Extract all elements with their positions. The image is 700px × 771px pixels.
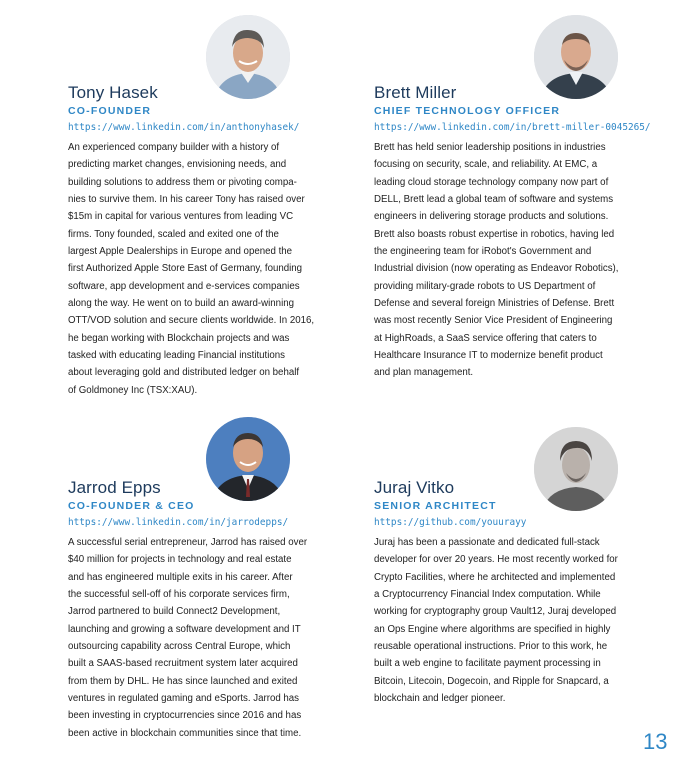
bio-line: Healthcare Insurance IT to modernize benefit product	[374, 350, 603, 362]
bio-line: launching and growing a software development and IT	[68, 623, 301, 635]
profile-link[interactable]: https://www.linkedin.com/in/brett-miller-0045265/	[374, 122, 651, 133]
bio-line: nies to survive them. In his career Tony has raised over	[68, 194, 305, 206]
bio-line: Industrial division (now operating as Endeavor Robotics),	[374, 263, 619, 275]
bio-line: OTT/VOD solution and secure clients worldwide. In 2016,	[68, 315, 315, 327]
bio-line: Brett also boasts robust expertise in robotics, having led	[374, 228, 615, 240]
bio-line: along the way. He went on to build an award-winning	[68, 298, 294, 310]
profile-bio	[374, 139, 659, 382]
bio-line: and has engineered multiple exits in his career. After	[68, 571, 293, 583]
page-number: 13	[643, 729, 668, 754]
bio-line: outsourcing capability across Central Europe, which	[68, 641, 291, 653]
bio-line: and plan management.	[374, 367, 474, 379]
bio-line: reusable operational instructions. Prior to this work, he	[374, 641, 608, 653]
bio-line: An experienced company builder with a history of	[68, 142, 280, 153]
bio-line: working for cryptography group Vault12, Juraj developed	[374, 606, 617, 618]
bio-line: blockchain and ledger pioneer.	[374, 693, 506, 705]
bio-line: building solutions to address them or pivoting compa-	[68, 176, 297, 188]
bio-line: $40 million for projects in technology and real estate	[68, 554, 292, 566]
bio-line: been investing in cryptocurrencies since 2016 and has	[68, 710, 302, 722]
bio-line: software, app development and e-services companies	[68, 280, 300, 292]
bio-line: leading cloud storage technology company now part of	[374, 176, 609, 188]
bio-line: from them by DHL. He has since launched and exited	[68, 675, 298, 687]
profile-bio	[374, 534, 659, 707]
profile-name: Juraj Vitko	[374, 478, 455, 497]
profile-brett-miller	[374, 83, 659, 383]
bio-line: Bitcoin, Litecoin, Dogecoin, and Ripple for Snapcard, a	[374, 675, 609, 687]
profile-role: CO-FOUNDER	[68, 105, 152, 117]
bio-line: the engineering team for iRobot's Government and	[374, 246, 592, 258]
bio-line: built a SAAS-based recruitment system later acquired	[68, 658, 298, 670]
bio-line: focusing on security, scale, and reliability. At EMC, a	[374, 159, 598, 171]
bio-line: largest Apple Dealerships in Europe and opened the	[68, 246, 293, 258]
bio-line: about leveraging gold and distributed ledger on behalf	[68, 367, 300, 379]
profile-link[interactable]: https://www.linkedin.com/in/anthonyhasek/	[68, 122, 300, 133]
profile-name: Tony Hasek	[68, 83, 158, 102]
bio-line: Jarrod partnered to build Connect2 Development,	[68, 606, 281, 618]
bio-line: tasked with educating leading Financial institutions	[68, 350, 286, 362]
bio-line: the successful sell-off of his corporate services firm,	[68, 589, 290, 601]
profile-name: Jarrod Epps	[68, 478, 161, 497]
bio-line: was most recently Senior Vice President of Engineering	[374, 315, 613, 327]
bio-line: a Cryptocurrency Financial Index computation. While	[374, 589, 601, 601]
profile-link[interactable]: https://www.linkedin.com/in/jarrodepps/	[68, 517, 289, 528]
bio-line: built a web engine to facilitate payment processing in	[374, 658, 601, 670]
bio-line: first Authorized Apple Store East of Germany, founding	[68, 263, 303, 275]
bio-line: firms. Tony founded, scaled and exited one of the	[68, 228, 279, 240]
profile-role: CHIEF TECHNOLOGY OFFICER	[374, 105, 561, 117]
profile-link[interactable]: https://github.com/youurayy	[374, 517, 527, 528]
bio-line: ventures in regulated gaming and eSports. Jarrod has	[68, 693, 300, 705]
profile-tony-hasek	[68, 83, 353, 403]
bio-line: providing military-grade robots to US Department of	[374, 280, 596, 292]
bio-line: Crypto Facilities, where he architected and implemented	[374, 571, 616, 583]
bio-line: engineers in delivering storage products and solutions.	[374, 211, 609, 223]
profile-role: CO-FOUNDER & CEO	[68, 500, 195, 512]
profile-bio	[68, 534, 353, 742]
bio-line: Defense and several foreign Ministries of Defense. Brett	[374, 298, 615, 310]
bio-line: A successful serial entrepreneur, Jarrod has raised over	[68, 537, 308, 548]
profile-role: SENIOR ARCHITECT	[374, 500, 497, 512]
bio-line: Brett has held senior leadership positions in industries	[374, 142, 606, 153]
bio-line: at HighRoads, a SaaS service offering that caters to	[374, 332, 597, 344]
profile-jarrod-epps	[68, 478, 353, 748]
profile-juraj-vitko	[374, 478, 659, 718]
bio-line: an Ops Engine where algorithms are specified in highly	[374, 623, 611, 635]
bio-line: $15m in capital for various ventures from leading VC	[68, 211, 294, 223]
profile-name: Brett Miller	[374, 83, 457, 102]
bio-line: Juraj has been a passionate and dedicated full-stack	[374, 537, 600, 548]
bio-line: of Goldmoney Inc (TSX:XAU).	[68, 384, 198, 396]
bio-line: predicting market changes, envisioning needs, and	[68, 159, 287, 171]
bio-line: developer for over 20 years. He most recently worked for	[374, 554, 618, 566]
bio-line: DELL, Brett lead a global team of software and systems	[374, 194, 614, 206]
profile-bio	[68, 139, 353, 399]
bio-line: been active in blockchain communities since that time.	[68, 727, 302, 739]
bio-line: he began working with Blockchain projects and was	[68, 332, 290, 344]
